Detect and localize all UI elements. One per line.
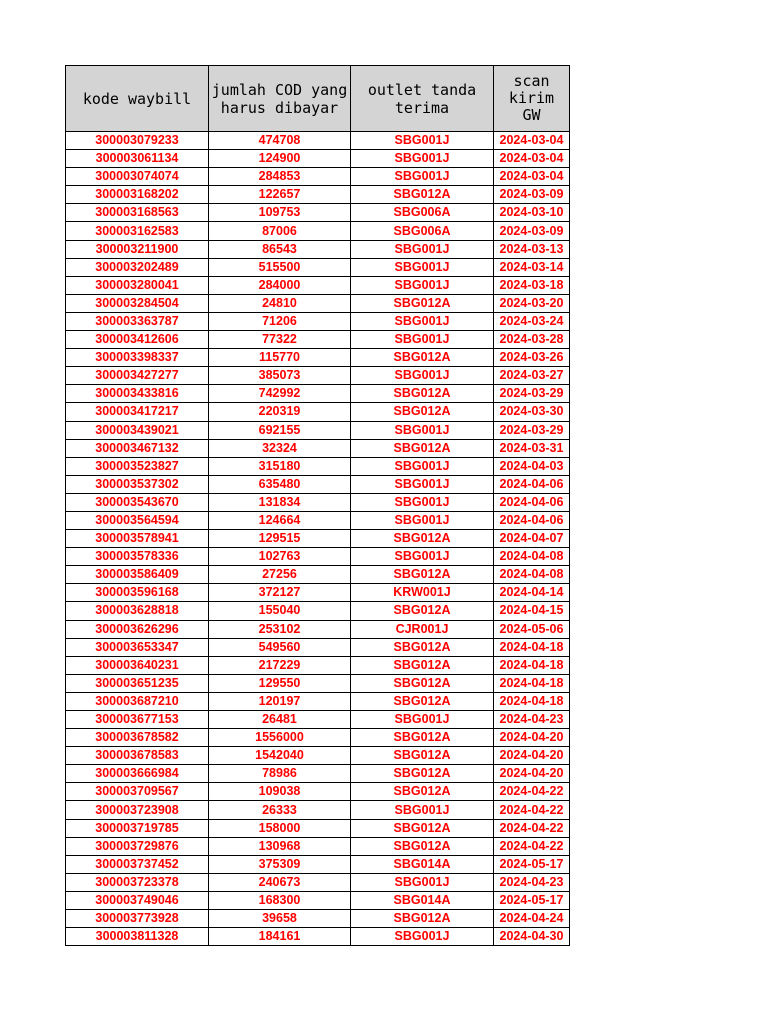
scan-date-cell: 2024-04-30: [494, 928, 570, 946]
outlet-cell: SBG001J: [351, 331, 494, 349]
waybill-code-cell: 300003168202: [66, 186, 209, 204]
table-row: [66, 765, 570, 783]
waybill-code-cell: 300003578941: [66, 530, 209, 548]
table-row: [66, 620, 570, 638]
outlet-cell: SBG001J: [351, 928, 494, 946]
cod-amount-cell: 315180: [209, 457, 351, 475]
outlet-cell: SBG012A: [351, 765, 494, 783]
table-row: [66, 475, 570, 493]
outlet-cell: SBG006A: [351, 222, 494, 240]
waybill-code-cell: 300003651235: [66, 674, 209, 692]
scan-date-cell: 2024-04-22: [494, 801, 570, 819]
table-header-row: [66, 66, 570, 132]
table-row: [66, 421, 570, 439]
cod-amount-cell: 124900: [209, 150, 351, 168]
header-kode-waybill: kode waybill: [66, 66, 209, 132]
outlet-cell: SBG001J: [351, 548, 494, 566]
scan-date-cell: 2024-05-06: [494, 620, 570, 638]
waybill-code-cell: 300003523827: [66, 457, 209, 475]
scan-date-cell: 2024-03-29: [494, 421, 570, 439]
cod-amount-cell: 77322: [209, 331, 351, 349]
cod-amount-cell: 158000: [209, 819, 351, 837]
table-row: [66, 891, 570, 909]
scan-date-cell: 2024-03-09: [494, 222, 570, 240]
table-row: [66, 602, 570, 620]
cod-amount-cell: 122657: [209, 186, 351, 204]
waybill-cod-table: [65, 65, 570, 946]
waybill-code-cell: 300003079233: [66, 132, 209, 150]
waybill-code-cell: 300003677153: [66, 711, 209, 729]
table-row: [66, 747, 570, 765]
cod-amount-cell: 284853: [209, 168, 351, 186]
table-row: [66, 873, 570, 891]
outlet-cell: SBG001J: [351, 276, 494, 294]
table-row: [66, 312, 570, 330]
scan-date-cell: 2024-04-06: [494, 511, 570, 529]
table-row: [66, 674, 570, 692]
cod-amount-cell: 102763: [209, 548, 351, 566]
outlet-cell: SBG001J: [351, 511, 494, 529]
outlet-cell: SBG006A: [351, 204, 494, 222]
waybill-code-cell: 300003709567: [66, 783, 209, 801]
waybill-code-cell: 300003412606: [66, 331, 209, 349]
table-row: [66, 801, 570, 819]
cod-amount-cell: 87006: [209, 222, 351, 240]
outlet-cell: SBG012A: [351, 530, 494, 548]
scan-date-cell: 2024-03-30: [494, 403, 570, 421]
cod-amount-cell: 385073: [209, 367, 351, 385]
waybill-code-cell: 300003202489: [66, 258, 209, 276]
cod-amount-cell: 375309: [209, 855, 351, 873]
scan-date-cell: 2024-04-22: [494, 819, 570, 837]
table-row: [66, 566, 570, 584]
outlet-cell: SBG012A: [351, 403, 494, 421]
waybill-code-cell: 300003284504: [66, 294, 209, 312]
scan-date-cell: 2024-05-17: [494, 891, 570, 909]
table-row: [66, 855, 570, 873]
table-row: [66, 258, 570, 276]
cod-amount-cell: 635480: [209, 475, 351, 493]
cod-amount-cell: 124664: [209, 511, 351, 529]
cod-amount-cell: 217229: [209, 656, 351, 674]
outlet-cell: SBG001J: [351, 150, 494, 168]
scan-date-cell: 2024-03-04: [494, 168, 570, 186]
outlet-cell: SBG012A: [351, 349, 494, 367]
scan-date-cell: 2024-03-09: [494, 186, 570, 204]
table-row: [66, 186, 570, 204]
scan-date-cell: 2024-04-18: [494, 656, 570, 674]
waybill-code-cell: 300003773928: [66, 910, 209, 928]
waybill-code-cell: 300003628818: [66, 602, 209, 620]
table-row: [66, 439, 570, 457]
scan-date-cell: 2024-04-03: [494, 457, 570, 475]
cod-amount-cell: 86543: [209, 240, 351, 258]
waybill-code-cell: 300003537302: [66, 475, 209, 493]
outlet-cell: SBG001J: [351, 801, 494, 819]
waybill-code-cell: 300003749046: [66, 891, 209, 909]
cod-amount-cell: 253102: [209, 620, 351, 638]
table-row: [66, 385, 570, 403]
scan-date-cell: 2024-04-14: [494, 584, 570, 602]
cod-amount-cell: 155040: [209, 602, 351, 620]
cod-amount-cell: 109038: [209, 783, 351, 801]
scan-date-cell: 2024-03-18: [494, 276, 570, 294]
scan-date-cell: 2024-04-20: [494, 747, 570, 765]
table-row: [66, 692, 570, 710]
outlet-cell: SBG001J: [351, 873, 494, 891]
table-row: [66, 276, 570, 294]
scan-date-cell: 2024-03-26: [494, 349, 570, 367]
outlet-cell: SBG012A: [351, 186, 494, 204]
scan-date-cell: 2024-04-07: [494, 530, 570, 548]
scan-date-cell: 2024-03-04: [494, 150, 570, 168]
scan-date-cell: 2024-04-23: [494, 711, 570, 729]
table-row: [66, 168, 570, 186]
table-row: [66, 711, 570, 729]
cod-amount-cell: 1542040: [209, 747, 351, 765]
cod-amount-cell: 129550: [209, 674, 351, 692]
outlet-cell: SBG012A: [351, 910, 494, 928]
table-row: [66, 294, 570, 312]
outlet-cell: SBG012A: [351, 729, 494, 747]
outlet-cell: SBG012A: [351, 294, 494, 312]
outlet-cell: SBG012A: [351, 638, 494, 656]
waybill-code-cell: 300003439021: [66, 421, 209, 439]
cod-amount-cell: 120197: [209, 692, 351, 710]
waybill-code-cell: 300003564594: [66, 511, 209, 529]
scan-date-cell: 2024-04-06: [494, 493, 570, 511]
scan-date-cell: 2024-03-13: [494, 240, 570, 258]
scan-date-cell: 2024-04-08: [494, 548, 570, 566]
cod-amount-cell: 1556000: [209, 729, 351, 747]
cod-amount-cell: 27256: [209, 566, 351, 584]
cod-amount-cell: 131834: [209, 493, 351, 511]
table-body: [66, 132, 570, 946]
table-row: [66, 783, 570, 801]
outlet-cell: SBG001J: [351, 493, 494, 511]
outlet-cell: SBG012A: [351, 819, 494, 837]
table-row: [66, 240, 570, 258]
table-row: [66, 132, 570, 150]
table-row: [66, 222, 570, 240]
outlet-cell: SBG001J: [351, 457, 494, 475]
cod-amount-cell: 130968: [209, 837, 351, 855]
scan-date-cell: 2024-03-31: [494, 439, 570, 457]
cod-amount-cell: 168300: [209, 891, 351, 909]
scan-date-cell: 2024-04-18: [494, 638, 570, 656]
outlet-cell: SBG012A: [351, 747, 494, 765]
table-row: [66, 638, 570, 656]
header-scan-kirim-gw: scan kirim GW: [494, 66, 570, 132]
outlet-cell: SBG001J: [351, 132, 494, 150]
scan-date-cell: 2024-05-17: [494, 855, 570, 873]
scan-date-cell: 2024-03-24: [494, 312, 570, 330]
table-row: [66, 729, 570, 747]
waybill-code-cell: 300003586409: [66, 566, 209, 584]
outlet-cell: SBG001J: [351, 367, 494, 385]
waybill-code-cell: 300003640231: [66, 656, 209, 674]
cod-amount-cell: 549560: [209, 638, 351, 656]
waybill-code-cell: 300003653347: [66, 638, 209, 656]
scan-date-cell: 2024-04-23: [494, 873, 570, 891]
cod-amount-cell: 26481: [209, 711, 351, 729]
waybill-code-cell: 300003211900: [66, 240, 209, 258]
scan-date-cell: 2024-04-24: [494, 910, 570, 928]
waybill-code-cell: 300003433816: [66, 385, 209, 403]
waybill-code-cell: 300003417217: [66, 403, 209, 421]
cod-amount-cell: 692155: [209, 421, 351, 439]
scan-date-cell: 2024-03-14: [494, 258, 570, 276]
outlet-cell: SBG001J: [351, 711, 494, 729]
outlet-cell: SBG001J: [351, 475, 494, 493]
scan-date-cell: 2024-04-20: [494, 765, 570, 783]
table-row: [66, 204, 570, 222]
cod-amount-cell: 24810: [209, 294, 351, 312]
waybill-code-cell: 300003578336: [66, 548, 209, 566]
outlet-cell: SBG012A: [351, 837, 494, 855]
cod-amount-cell: 515500: [209, 258, 351, 276]
table-row: [66, 511, 570, 529]
waybill-code-cell: 300003061134: [66, 150, 209, 168]
outlet-cell: SBG012A: [351, 602, 494, 620]
outlet-cell: SBG001J: [351, 168, 494, 186]
cod-amount-cell: 220319: [209, 403, 351, 421]
outlet-cell: SBG014A: [351, 855, 494, 873]
scan-date-cell: 2024-03-04: [494, 132, 570, 150]
outlet-cell: KRW001J: [351, 584, 494, 602]
outlet-cell: SBG001J: [351, 240, 494, 258]
outlet-cell: SBG001J: [351, 421, 494, 439]
waybill-code-cell: 300003666984: [66, 765, 209, 783]
outlet-cell: SBG012A: [351, 656, 494, 674]
outlet-cell: SBG012A: [351, 674, 494, 692]
table-row: [66, 837, 570, 855]
scan-date-cell: 2024-04-15: [494, 602, 570, 620]
table-row: [66, 656, 570, 674]
outlet-cell: SBG012A: [351, 385, 494, 403]
table-row: [66, 457, 570, 475]
table-row: [66, 530, 570, 548]
scan-date-cell: 2024-04-08: [494, 566, 570, 584]
table-row: [66, 403, 570, 421]
cod-amount-cell: 115770: [209, 349, 351, 367]
table-row: [66, 331, 570, 349]
scan-date-cell: 2024-03-29: [494, 385, 570, 403]
table-row: [66, 548, 570, 566]
waybill-code-cell: 300003723378: [66, 873, 209, 891]
cod-amount-cell: 284000: [209, 276, 351, 294]
cod-amount-cell: 240673: [209, 873, 351, 891]
outlet-cell: SBG001J: [351, 258, 494, 276]
scan-date-cell: 2024-04-18: [494, 692, 570, 710]
outlet-cell: SBG012A: [351, 439, 494, 457]
table-row: [66, 493, 570, 511]
scan-date-cell: 2024-03-28: [494, 331, 570, 349]
waybill-code-cell: 300003687210: [66, 692, 209, 710]
table-row: [66, 928, 570, 946]
cod-amount-cell: 474708: [209, 132, 351, 150]
cod-amount-cell: 184161: [209, 928, 351, 946]
waybill-code-cell: 300003737452: [66, 855, 209, 873]
waybill-code-cell: 300003427277: [66, 367, 209, 385]
table-row: [66, 150, 570, 168]
outlet-cell: CJR001J: [351, 620, 494, 638]
outlet-cell: SBG001J: [351, 312, 494, 330]
scan-date-cell: 2024-04-06: [494, 475, 570, 493]
waybill-code-cell: 300003723908: [66, 801, 209, 819]
header-outlet-tanda-terima: outlet tanda terima: [351, 66, 494, 132]
table-row: [66, 910, 570, 928]
cod-amount-cell: 129515: [209, 530, 351, 548]
outlet-cell: SBG012A: [351, 566, 494, 584]
waybill-code-cell: 300003678583: [66, 747, 209, 765]
table-row: [66, 367, 570, 385]
cod-amount-cell: 26333: [209, 801, 351, 819]
waybill-code-cell: 300003074074: [66, 168, 209, 186]
waybill-code-cell: 300003678582: [66, 729, 209, 747]
scan-date-cell: 2024-03-10: [494, 204, 570, 222]
scan-date-cell: 2024-04-22: [494, 783, 570, 801]
waybill-code-cell: 300003162583: [66, 222, 209, 240]
waybill-code-cell: 300003719785: [66, 819, 209, 837]
scan-date-cell: 2024-04-22: [494, 837, 570, 855]
scan-date-cell: 2024-04-18: [494, 674, 570, 692]
waybill-code-cell: 300003729876: [66, 837, 209, 855]
outlet-cell: SBG012A: [351, 692, 494, 710]
header-jumlah-cod: jumlah COD yang harus dibayar: [209, 66, 351, 132]
cod-amount-cell: 71206: [209, 312, 351, 330]
waybill-code-cell: 300003363787: [66, 312, 209, 330]
table-row: [66, 349, 570, 367]
waybill-code-cell: 300003280041: [66, 276, 209, 294]
outlet-cell: SBG014A: [351, 891, 494, 909]
scan-date-cell: 2024-03-27: [494, 367, 570, 385]
waybill-code-cell: 300003168563: [66, 204, 209, 222]
scan-date-cell: 2024-04-20: [494, 729, 570, 747]
waybill-code-cell: 300003811328: [66, 928, 209, 946]
cod-amount-cell: 78986: [209, 765, 351, 783]
cod-amount-cell: 39658: [209, 910, 351, 928]
waybill-code-cell: 300003596168: [66, 584, 209, 602]
waybill-code-cell: 300003543670: [66, 493, 209, 511]
waybill-code-cell: 300003626296: [66, 620, 209, 638]
table-row: [66, 819, 570, 837]
scan-date-cell: 2024-03-20: [494, 294, 570, 312]
cod-amount-cell: 372127: [209, 584, 351, 602]
cod-amount-cell: 742992: [209, 385, 351, 403]
waybill-code-cell: 300003467132: [66, 439, 209, 457]
cod-amount-cell: 109753: [209, 204, 351, 222]
waybill-code-cell: 300003398337: [66, 349, 209, 367]
outlet-cell: SBG012A: [351, 783, 494, 801]
table-row: [66, 584, 570, 602]
cod-amount-cell: 32324: [209, 439, 351, 457]
